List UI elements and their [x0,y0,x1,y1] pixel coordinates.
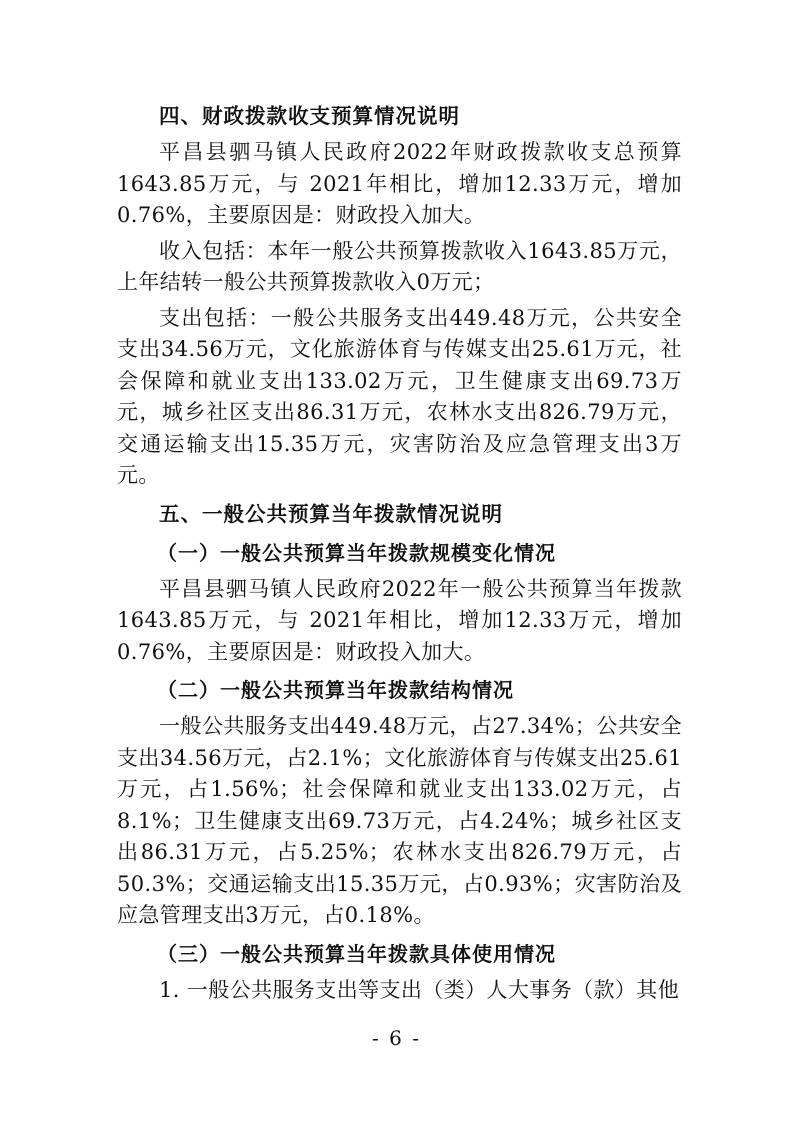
subsection-2-heading: （二）一般公共预算当年拨款结构情况 [157,678,514,702]
subsection-1-paragraph: 平昌县驷马镇人民政府2022年一般公共预算当年拨款1643.85万元，与 2021年相比，增加12.33万元，增加0.76%，主要原因是：财政投入加大。 [117,576,682,664]
document-body [117,98,682,1010]
subsection-3-paragraph: 1. 一般公共服务支出等支出（类）人大事务（款）其他 [159,977,680,1002]
subsection-1-heading: （一）一般公共预算当年拨款规模变化情况 [157,540,556,565]
subsection-3-heading: （三）一般公共预算当年拨款具体使用情况 [157,941,556,966]
subsection-2-paragraph: 一般公共服务支出449.48万元，占27.34%；公共安全支出34.56万元，占2.1%；文化旅游体育与传媒支出25.61万元，占1.56%；社会保障和就业支出133.02万元，占8.1%；卫生健康支出69.73万元，占4.24%；城乡社区支出86.31万元，占5.25%；农林水支出826.79万元，占50.3%；交通运输支出15.35万元，占0.93%；灾害防治及应急管理支出3万元，占0.18%。 [117,714,682,927]
section-4-heading: 四、财政拨款收支预算情况说明 [159,104,460,128]
section-4-paragraph-1: 平昌县驷马镇人民政府2022年财政拨款收支总预算1643.85万元，与 2021年相比，增加12.33万元，增加0.76%，主要原因是：财政投入加大。 [117,140,682,227]
section-4-paragraph-3: 支出包括：一般公共服务支出449.48万元，公共安全支出34.56万元，文化旅游体育与传媒支出25.61万元，社会保障和就业支出133.02万元，卫生健康支出69.73万元，城乡社区支出86.31万元，农林水支出826.79万元，交通运输支出15.35万元，灾害防治及应急管理支出3万元。 [117,305,682,487]
section-5-heading: 五、一般公共预算当年拨款情况说明 [159,501,503,526]
page-number: - 6 - [372,1026,421,1050]
section-4-paragraph-2: 收入包括：本年一般公共预算拨款收入1643.85万元，上年结转一般公共预算拨款收入0万元； [117,238,682,294]
